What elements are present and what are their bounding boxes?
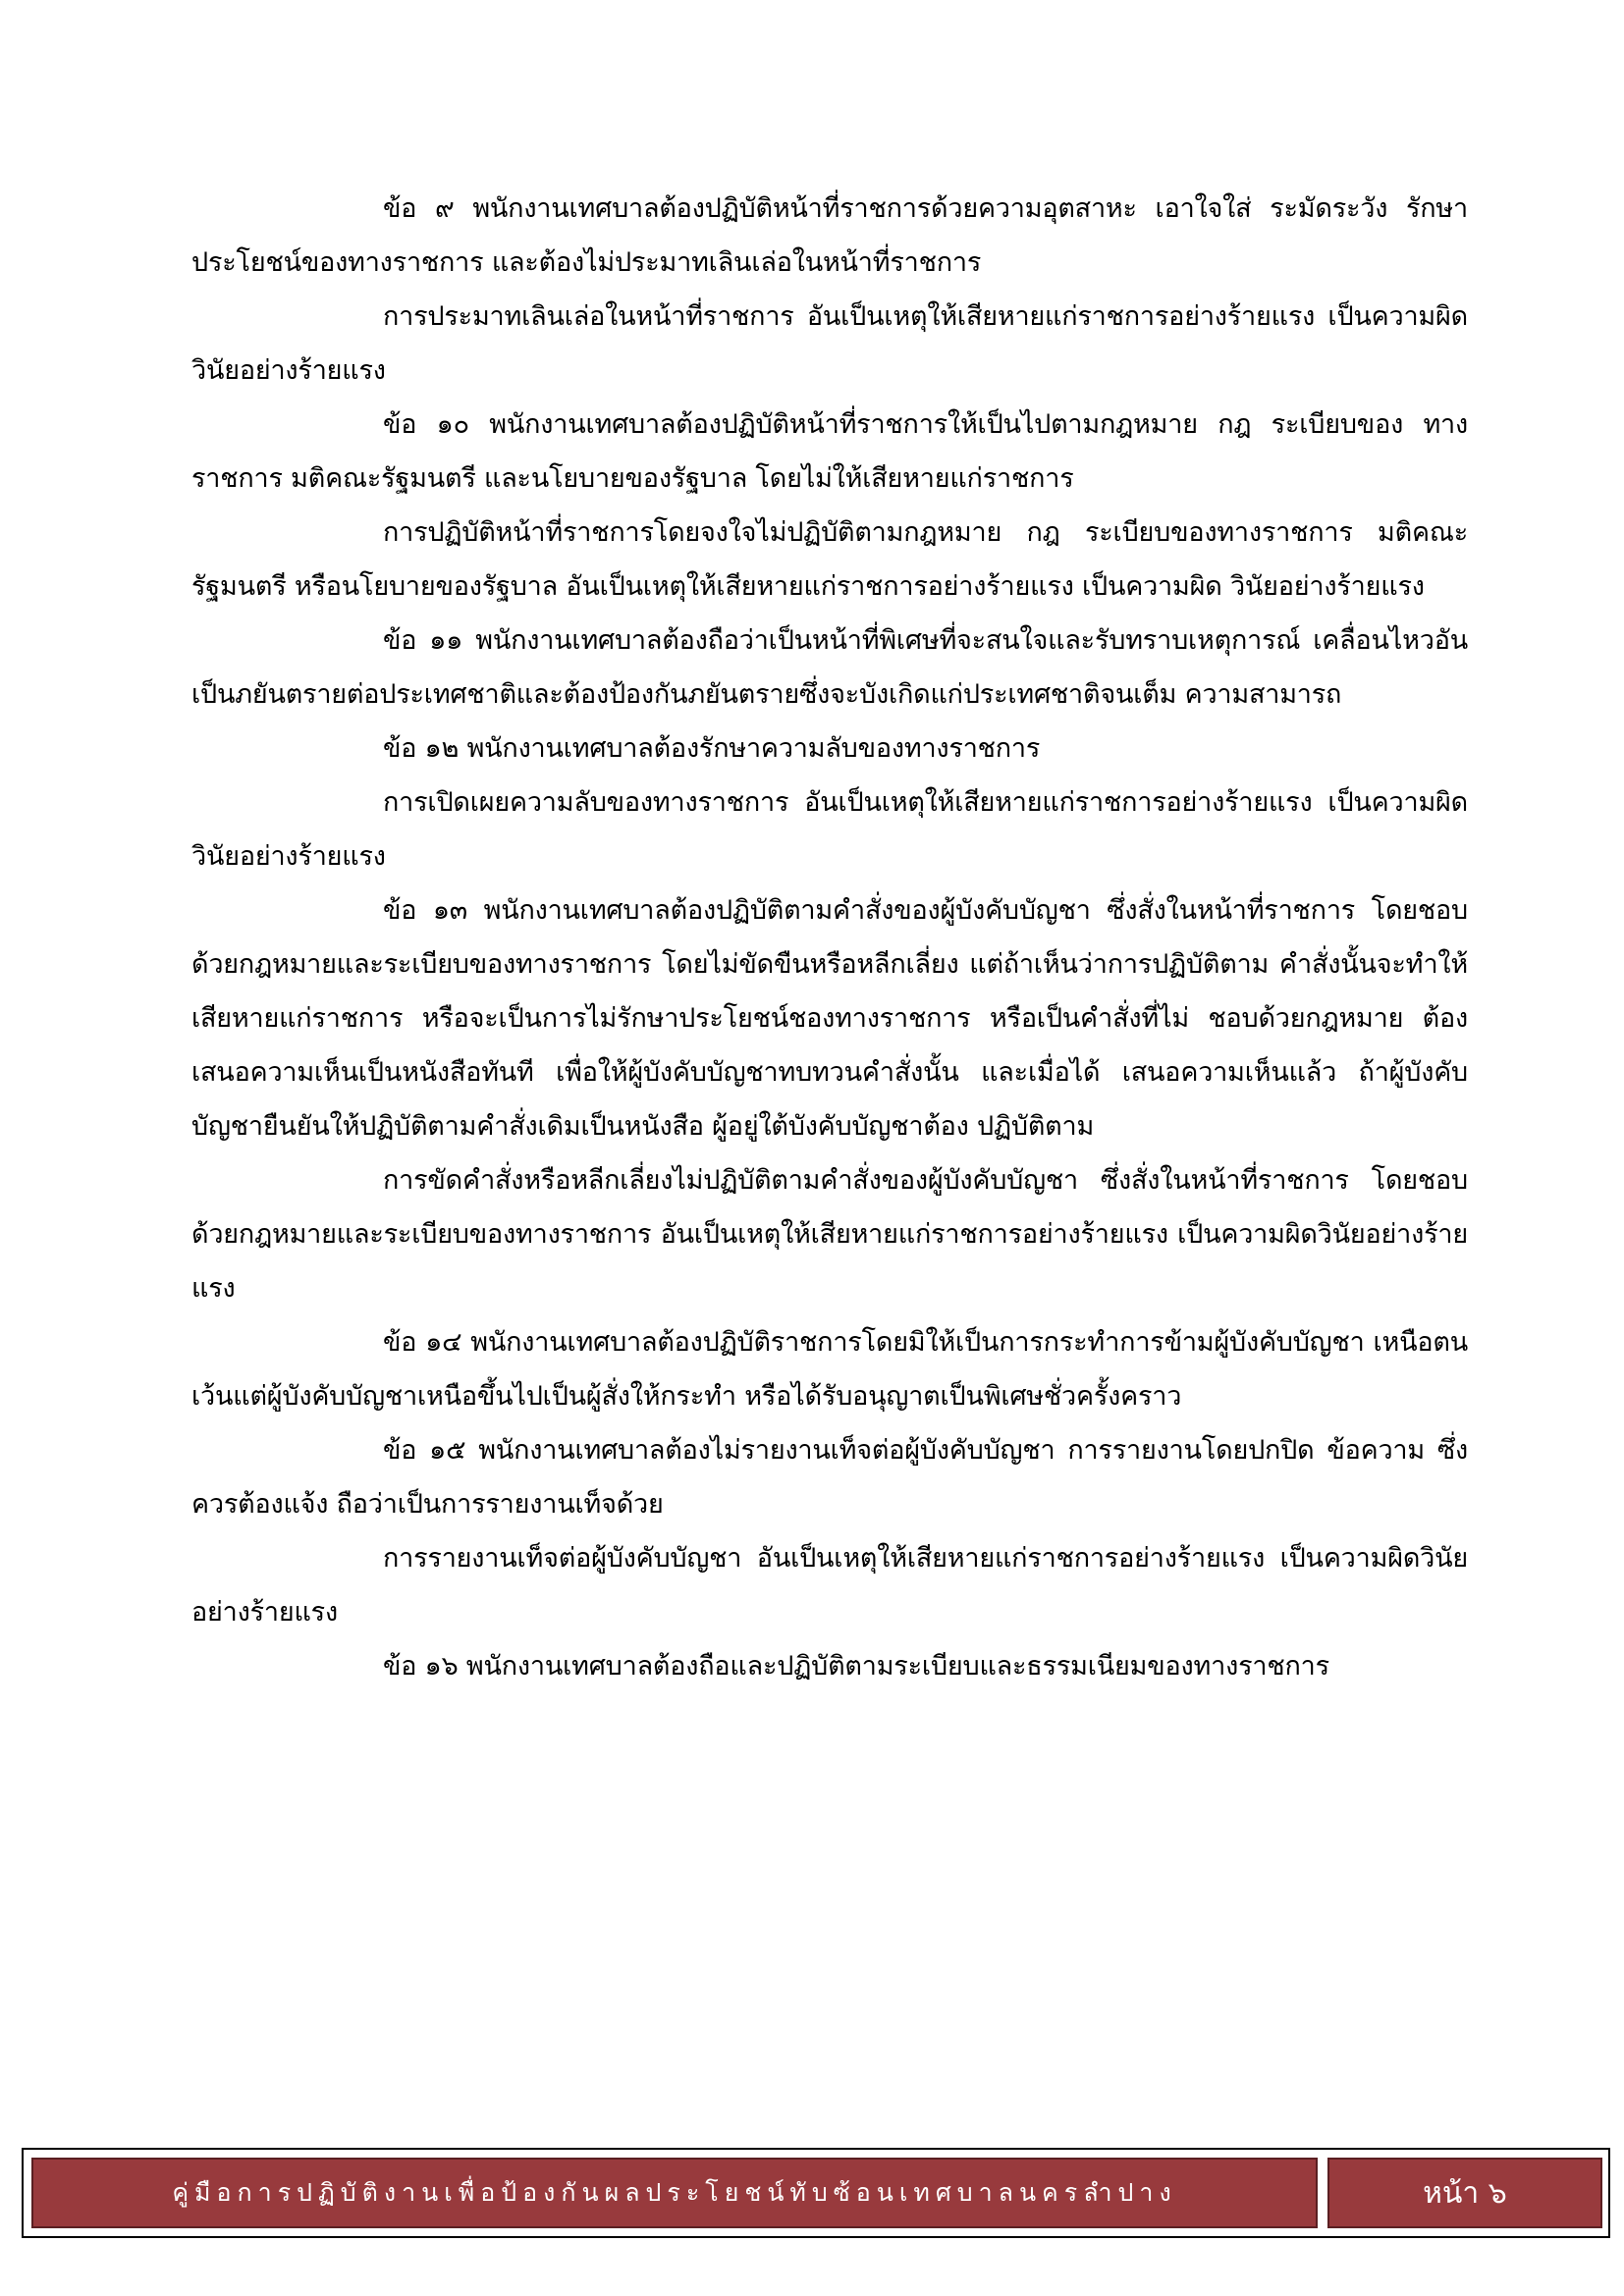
paragraph-article-10-penalty: การปฏิบัติหน้าที่ราชการโดยจงใจไม่ปฏิบัติตามกฎหมาย กฎ ระเบียบของทางราชการ มติคณะรัฐมนตรี หรือนโยบายของรัฐบาล อันเป็นเหตุให้เสียหายแก่ราชการอย่างร้ายแรง เป็นความผิด วินัยอย่างร้ายแรง — [191, 517, 1468, 602]
footer-title: คู่มือการปฏิบัติงานเพื่อป้องกันผลประโยชน์ทับซ้อนเทศบาลนครลำปาง — [172, 2178, 1177, 2207]
paragraph-article-16: ข้อ ๑๖ พนักงานเทศบาลต้องถือและปฏิบัติตามระเบียบและธรรมเนียมของทางราชการ — [383, 1651, 1329, 1682]
paragraph-article-12: ข้อ ๑๒ พนักงานเทศบาลต้องรักษาความลับของทางราชการ — [383, 733, 1041, 764]
paragraph-article-13: ข้อ ๑๓ พนักงานเทศบาลต้องปฏิบัติตามคำสั่งของผู้บังคับบัญชา ซึ่งสั่งในหน้าที่ราชการ โดยชอบด้วยกฎหมายและระเบียบของทางราชการ โดยไม่ขัดขืนหรือหลีกเลี่ยง แต่ถ้าเห็นว่าการปฏิบัติตาม คำสั่งนั้นจะทำให้เสียหายแก่ราชการ หรือจะเป็นการไม่รักษาประโยชน์ชองทางราชการ หรือเป็นคำสั่งที่ไม่ ชอบด้วยกฎหมาย ต้องเสนอความเห็นเป็นหนังสือทันที เพื่อให้ผู้บังคับบัญชาทบทวนคำสั่งนั้น และเมื่อได้ เสนอความเห็นแล้ว ถ้าผู้บังคับบัญชายืนยันให้ปฏิบัติตามคำสั่งเดิมเป็นหนังสือ ผู้อยู่ใต้บังคับบัญชาต้อง ปฏิบัติตาม — [191, 895, 1468, 1142]
paragraph-article-15: ข้อ ๑๕ พนักงานเทศบาลต้องไม่รายงานเท็จต่อผู้บังคับบัญชา การรายงานโดยปกปิด ข้อความ ซึ่งควรต้องแจ้ง ถือว่าเป็นการรายงานเท็จด้วย — [191, 1435, 1468, 1520]
page-number: หน้า ๖ — [1423, 2175, 1507, 2211]
paragraph-article-9-penalty: การประมาทเลินเล่อในหน้าที่ราชการ อันเป็นเหตุให้เสียหายแก่ราชการอย่างร้ายแรง เป็นความผิดวินัยอย่างร้ายแรง — [191, 301, 1468, 386]
paragraph-article-9: ข้อ ๙ พนักงานเทศบาลต้องปฏิบัติหน้าที่ราชการด้วยความอุตสาหะ เอาใจใส่ ระมัดระวัง รักษาประโยชน์ของทางราชการ และต้องไม่ประมาทเลินเล่อในหน้าที่ราชการ — [191, 193, 1468, 278]
paragraph-article-11: ข้อ ๑๑ พนักงานเทศบาลต้องถือว่าเป็นหน้าที่พิเศษที่จะสนใจและรับทราบเหตุการณ์ เคลื่อนไหวอันเป็นภยันตรายต่อประเทศชาติและต้องป้องกันภยันตรายซึ่งจะบังเกิดแก่ประเทศชาติจนเต็ม ความสามารถ — [191, 625, 1468, 710]
footer-title-box — [31, 2158, 1318, 2228]
paragraph-article-15-penalty: การรายงานเท็จต่อผู้บังคับบัญชา อันเป็นเหตุให้เสียหายแก่ราชการอย่างร้ายแรง เป็นความผิดวินัยอย่างร้ายแรง — [191, 1543, 1468, 1628]
footer-page-box — [1327, 2158, 1602, 2228]
paragraph-article-13-penalty: การขัดคำสั่งหรือหลีกเลี่ยงไม่ปฏิบัติตามคำสั่งของผู้บังคับบัญชา ซึ่งสั่งในหน้าที่ราชการ โดยชอบด้วยกฎหมายและระเบียบของทางราชการ อันเป็นเหตุให้เสียหายแก่ราชการอย่างร้ายแรง เป็นความผิดวินัยอย่างร้ายแรง — [191, 1165, 1468, 1304]
paragraph-article-14: ข้อ ๑๔ พนักงานเทศบาลต้องปฏิบัติราชการโดยมิให้เป็นการกระทำการข้ามผู้บังคับบัญชา เหนือตน เว้นแต่ผู้บังคับบัญชาเหนือขึ้นไปเป็นผู้สั่งให้กระทำ หรือได้รับอนุญาตเป็นพิเศษชั่วครั้งคราว — [191, 1327, 1468, 1412]
document-body — [191, 182, 1468, 1693]
page-footer — [22, 2148, 1610, 2238]
paragraph-article-10: ข้อ ๑๐ พนักงานเทศบาลต้องปฏิบัติหน้าที่ราชการให้เป็นไปตามกฎหมาย กฎ ระเบียบของ ทางราชการ มติคณะรัฐมนตรี และนโยบายของรัฐบาล โดยไม่ให้เสียหายแก่ราชการ — [191, 409, 1468, 494]
paragraph-article-12-penalty: การเปิดเผยความลับของทางราชการ อันเป็นเหตุให้เสียหายแก่ราชการอย่างร้ายแรง เป็นความผิดวินัยอย่างร้ายแรง — [191, 787, 1468, 872]
